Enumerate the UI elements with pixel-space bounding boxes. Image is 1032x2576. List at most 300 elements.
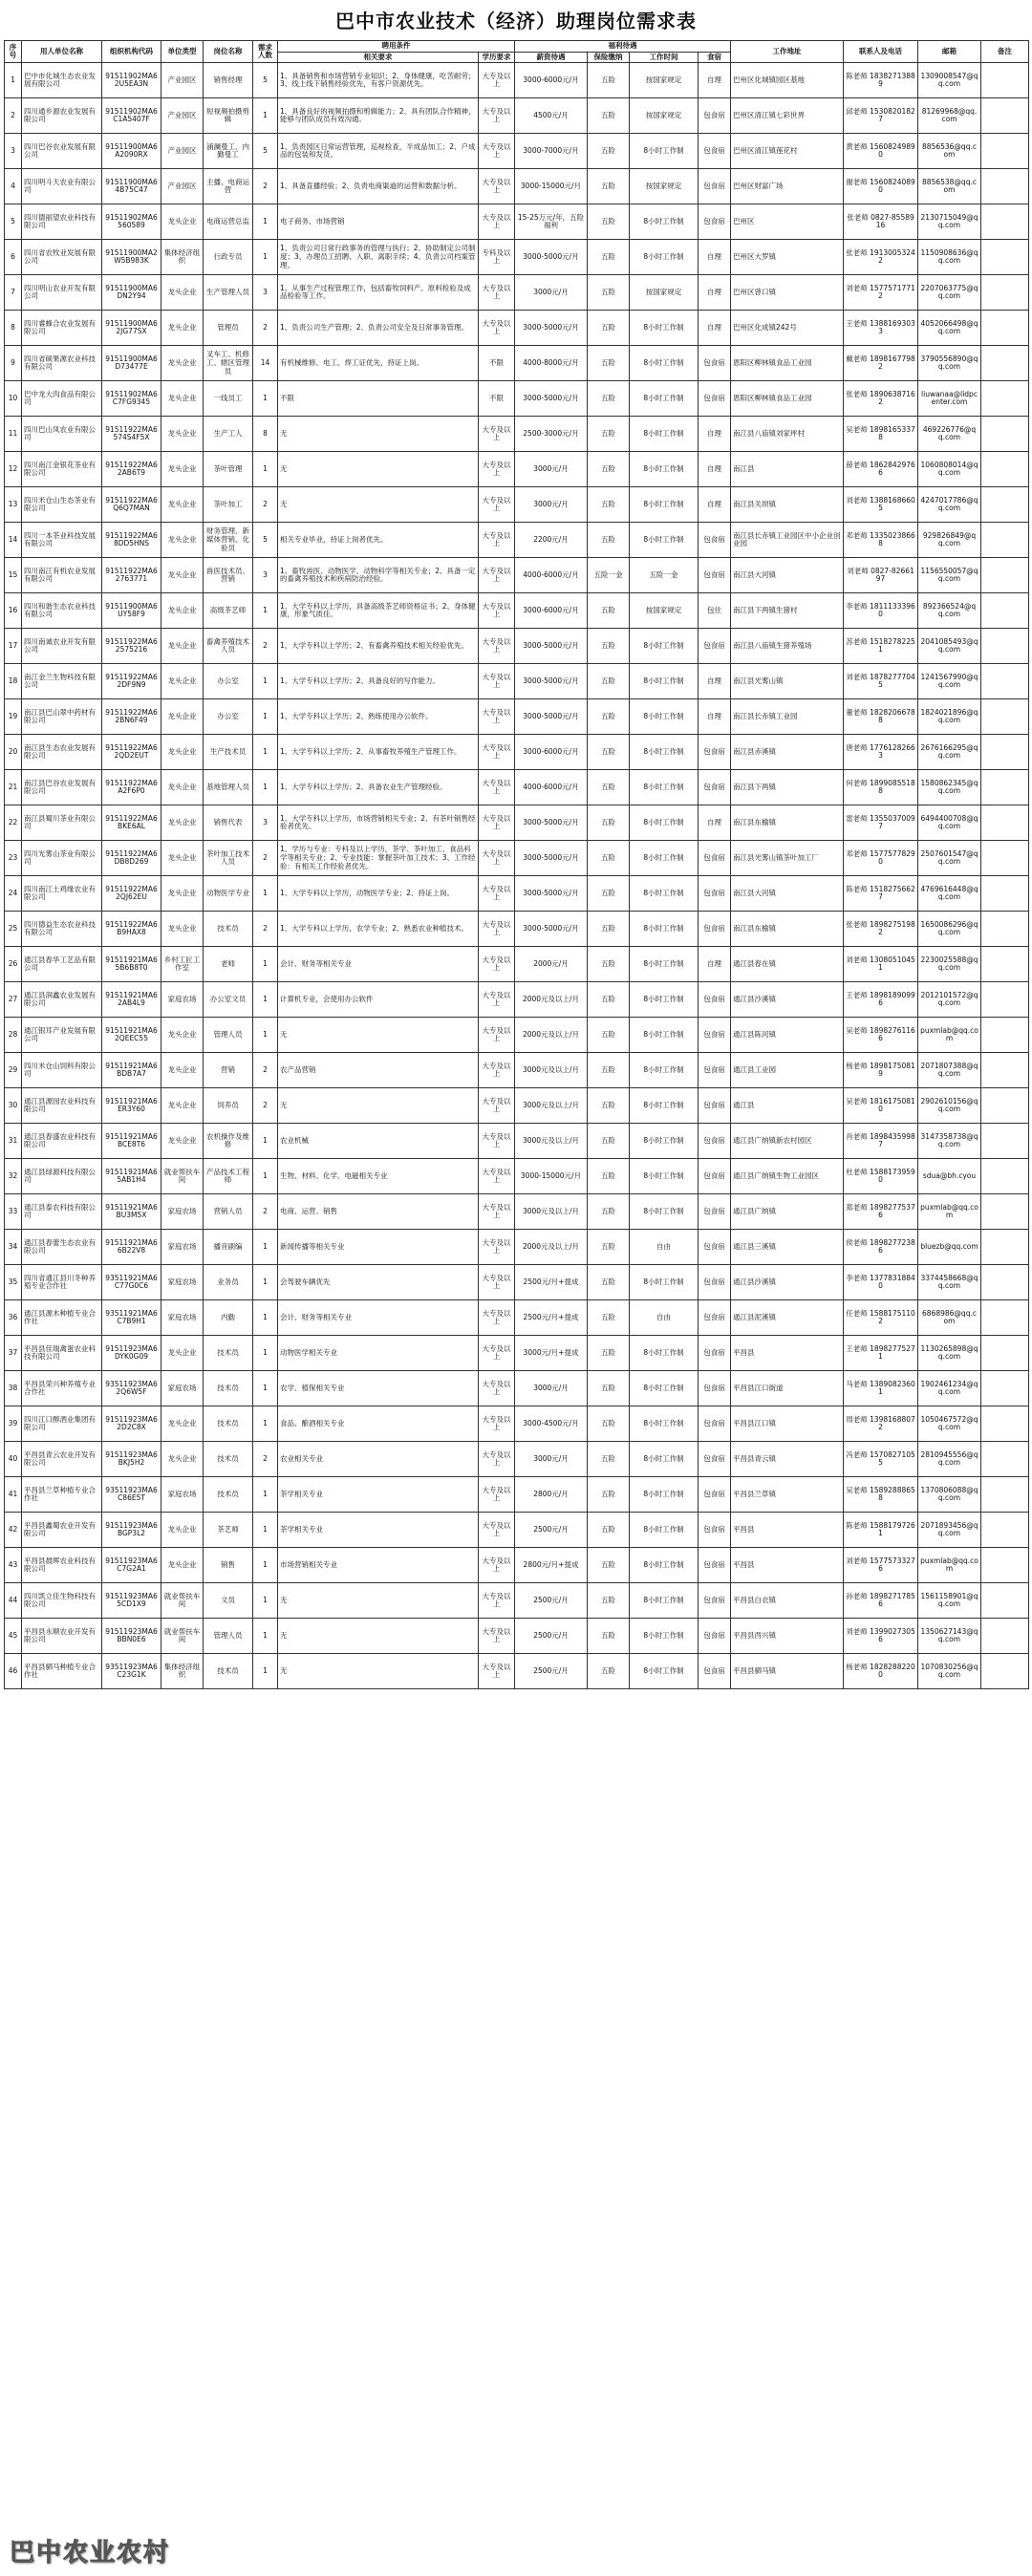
table-body	[5, 63, 1029, 1689]
cell-org-code: 91511921MA6BCE8T6	[102, 1124, 161, 1159]
cell-address: 巴州区大罗镇	[731, 240, 844, 275]
header-position: 岗位名称	[204, 41, 253, 63]
cell-contact: 刘老师 18782777045	[844, 664, 918, 699]
cell-education: 大专及以上	[479, 1371, 515, 1406]
cell-count: 5	[253, 63, 278, 98]
cell-note	[981, 1194, 1029, 1230]
cell-org-code: 91511900MA6D73477E	[102, 346, 161, 381]
cell-email: 2071807388@qq.com	[918, 1053, 981, 1088]
cell-address: 南江县光雾山镇茶叶加工厂	[731, 841, 844, 876]
cell-unit: 四川和谐生态农业科技有限公司	[22, 593, 102, 629]
cell-org-code: 91511902MA62U5EA3N	[102, 63, 161, 98]
cell-seq: 40	[5, 1442, 22, 1477]
cell-contact: 杜老师 15881739590	[844, 1159, 918, 1194]
cell-salary: 3000-6000元/月	[515, 735, 588, 770]
cell-salary: 3000-5000元/月	[515, 805, 588, 841]
cell-contact: 邱老师 15308201827	[844, 98, 918, 134]
cell-seq: 10	[5, 381, 22, 417]
cell-address: 平昌县驷马镇	[731, 1654, 844, 1689]
cell-education: 大专及以上	[479, 275, 515, 311]
cell-seq: 46	[5, 1654, 22, 1689]
cell-education: 大专及以上	[479, 1194, 515, 1230]
cell-insurance: 五险	[588, 487, 630, 523]
cell-worktime: 8小时工作制	[630, 947, 699, 982]
cell-note	[981, 1053, 1029, 1088]
table-row	[5, 1548, 1029, 1583]
cell-org-code: 91511923MA6BGP3L2	[102, 1513, 161, 1548]
cell-contact: 王老师 13881693033	[844, 311, 918, 346]
cell-seq: 30	[5, 1088, 22, 1124]
cell-board: 包食宿	[699, 1300, 731, 1336]
cell-seq: 19	[5, 699, 22, 735]
cell-unit-type: 就业帮扶车间	[161, 1159, 204, 1194]
cell-note	[981, 204, 1029, 240]
cell-board: 包食宿	[699, 1619, 731, 1654]
cell-board: 自理	[699, 63, 731, 98]
cell-email: 1824021896@qq.com	[918, 699, 981, 735]
cell-position: 技术员	[204, 1336, 253, 1371]
cell-requirements: 计算机专业，会使用办公软件	[278, 982, 479, 1018]
cell-education: 大专及以上	[479, 1159, 515, 1194]
cell-note	[981, 98, 1029, 134]
cell-worktime: 8小时工作制	[630, 240, 699, 275]
cell-contact: 马老师 13890823601	[844, 1371, 918, 1406]
cell-note	[981, 1406, 1029, 1442]
cell-insurance: 五险	[588, 1194, 630, 1230]
cell-requirements: 无	[278, 1018, 479, 1053]
cell-unit: 平昌县佳瑞禽蛋农业科技有限公司	[22, 1336, 102, 1371]
cell-address: 巴州区	[731, 204, 844, 240]
cell-address: 南江县赤溪镇	[731, 735, 844, 770]
cell-worktime: 8小时工作制	[630, 1583, 699, 1619]
cell-seq: 26	[5, 947, 22, 982]
cell-email: 1156550057@qq.com	[918, 558, 981, 593]
cell-requirements: 1、大学专科以上学历，具备高级茶艺师资格证书；2、身体健康，形象气质佳。	[278, 593, 479, 629]
cell-requirements: 新闻传播等相关专业	[278, 1230, 479, 1265]
cell-salary: 3000-5000元/月	[515, 876, 588, 912]
cell-requirements: 农学、植保相关专业	[278, 1371, 479, 1406]
cell-note	[981, 1583, 1029, 1619]
cell-worktime: 8小时工作制	[630, 1477, 699, 1513]
cell-insurance: 五险	[588, 1583, 630, 1619]
table-row	[5, 1230, 1029, 1265]
cell-org-code: 91511922MA62DF9N9	[102, 664, 161, 699]
cell-email: 1650086296@qq.com	[918, 912, 981, 947]
cell-insurance: 五险	[588, 346, 630, 381]
cell-insurance: 五险	[588, 63, 630, 98]
table-row	[5, 1300, 1029, 1336]
cell-unit-type: 家庭农场	[161, 1194, 204, 1230]
cell-education: 大专及以上	[479, 664, 515, 699]
cell-board: 包食宿	[699, 1159, 731, 1194]
cell-email: 2207063775@qq.com	[918, 275, 981, 311]
cell-count: 3	[253, 805, 278, 841]
cell-education: 大专及以上	[479, 134, 515, 169]
cell-address: 通江县广纳镇新农村园区	[731, 1124, 844, 1159]
cell-unit-type: 龙头企业	[161, 204, 204, 240]
cell-salary: 4000-6000元/月	[515, 558, 588, 593]
cell-worktime: 自由	[630, 1300, 699, 1336]
cell-seq: 3	[5, 134, 22, 169]
cell-unit: 通江县春盛农业科技有限公司	[22, 1124, 102, 1159]
cell-position: 销售代表	[204, 805, 253, 841]
cell-salary: 3000元/月	[515, 275, 588, 311]
cell-unit-type: 龙头企业	[161, 487, 204, 523]
cell-position: 技术员	[204, 1442, 253, 1477]
cell-unit-type: 龙头企业	[161, 664, 204, 699]
cell-count: 2	[253, 841, 278, 876]
cell-board: 自理	[699, 947, 731, 982]
cell-unit: 四川巴山凤农业有限公司	[22, 417, 102, 452]
cell-seq: 6	[5, 240, 22, 275]
cell-email: 1050467572@qq.com	[918, 1406, 981, 1442]
header-welfare: 福利待遇	[515, 41, 731, 53]
cell-org-code: 91511922MA62AB6T9	[102, 452, 161, 487]
cell-org-code: 91511921MA62QEEC55	[102, 1018, 161, 1053]
cell-org-code: 91511922MA6574S4F5X	[102, 417, 161, 452]
cell-board: 包食宿	[699, 982, 731, 1018]
cell-unit-type: 龙头企业	[161, 593, 204, 629]
cell-address: 南江县大河镇	[731, 876, 844, 912]
header-address: 工作地址	[731, 41, 844, 63]
cell-insurance: 五险	[588, 1619, 630, 1654]
cell-note	[981, 558, 1029, 593]
cell-org-code: 91511922MA6A2F6P0	[102, 770, 161, 805]
header-insurance: 保险缴纳	[588, 52, 630, 63]
cell-note	[981, 1265, 1029, 1300]
cell-unit: 四川南江有机农业发展有限公司	[22, 558, 102, 593]
cell-position: 涌澜曼工、内勤曼工	[204, 134, 253, 169]
cell-org-code: 91511923MA62D2C8X	[102, 1406, 161, 1442]
cell-email: 2041085493@qq.com	[918, 629, 981, 664]
cell-education: 大专及以上	[479, 311, 515, 346]
cell-worktime: 8小时工作制	[630, 841, 699, 876]
cell-education: 大专及以上	[479, 558, 515, 593]
cell-unit-type: 龙头企业	[161, 1088, 204, 1124]
cell-note	[981, 1230, 1029, 1265]
cell-address: 巴州区化城镇园区基地	[731, 63, 844, 98]
cell-unit-type: 产业园区	[161, 98, 204, 134]
cell-address: 通江县广纳镇	[731, 1194, 844, 1230]
cell-worktime: 8小时工作制	[630, 1124, 699, 1159]
cell-board: 自理	[699, 311, 731, 346]
cell-address: 南江县长赤镇工业园	[731, 699, 844, 735]
header-unit-type: 单位类型	[161, 41, 204, 63]
header-count: 需求人数	[253, 41, 278, 63]
cell-contact: 侯老师 18982772386	[844, 1230, 918, 1265]
cell-education: 大专及以上	[479, 1053, 515, 1088]
cell-unit-type: 龙头企业	[161, 841, 204, 876]
cell-unit-type: 龙头企业	[161, 452, 204, 487]
cell-count: 2	[253, 629, 278, 664]
cell-requirements: 无	[278, 417, 479, 452]
cell-address: 平昌县	[731, 1548, 844, 1583]
cell-worktime: 8小时工作制	[630, 1371, 699, 1406]
cell-count: 1	[253, 947, 278, 982]
cell-unit: 南江金兰生物科技有限公司	[22, 664, 102, 699]
cell-worktime: 8小时工作制	[630, 1088, 699, 1124]
cell-unit: 四川德益生态农业科技有限公司	[22, 912, 102, 947]
cell-address: 通江县沙溪镇	[731, 982, 844, 1018]
cell-contact: 刘老师 15775733276	[844, 1548, 918, 1583]
cell-worktime: 8小时工作制	[630, 452, 699, 487]
cell-contact: 张老师 18906387162	[844, 381, 918, 417]
cell-unit-type: 家庭农场	[161, 1230, 204, 1265]
table-row	[5, 134, 1029, 169]
cell-note	[981, 1442, 1029, 1477]
cell-insurance: 五险	[588, 1442, 630, 1477]
cell-requirements: 1、大学专科以上学历；2、熟练使用办公软件。	[278, 699, 479, 735]
cell-note	[981, 1548, 1029, 1583]
table-row	[5, 523, 1029, 558]
cell-education: 大专及以上	[479, 1124, 515, 1159]
cell-unit: 四川米仓山饲料有限公司	[22, 1053, 102, 1088]
cell-education: 大专及以上	[479, 204, 515, 240]
cell-note	[981, 1513, 1029, 1548]
cell-unit-type: 产业园区	[161, 63, 204, 98]
cell-salary: 2800元/月+提成	[515, 1548, 588, 1583]
cell-insurance: 五险	[588, 98, 630, 134]
table-row	[5, 1583, 1029, 1619]
cell-note	[981, 1654, 1029, 1689]
cell-requirements: 1、负责园区日常运营管理，巡视检查，半成品加工；2、户成品的包装和发货。	[278, 134, 479, 169]
cell-education: 大专及以上	[479, 98, 515, 134]
cell-worktime: 8小时工作制	[630, 1159, 699, 1194]
cell-education: 大专及以上	[479, 417, 515, 452]
cell-unit: 平昌县永顺农业开发有限公司	[22, 1619, 102, 1654]
cell-salary: 2200元/月	[515, 523, 588, 558]
cell-address: 南江县长赤镇工业园区中小企业创业园	[731, 523, 844, 558]
cell-salary: 2500元/月	[515, 1513, 588, 1548]
cell-insurance: 五险	[588, 912, 630, 947]
cell-unit: 南江县巴谷农业发展有限公司	[22, 770, 102, 805]
cell-salary: 2800元/月	[515, 1477, 588, 1513]
cell-note	[981, 735, 1029, 770]
cell-position: 叉车工、机修工、辖区管理员	[204, 346, 253, 381]
table-row	[5, 805, 1029, 841]
cell-note	[981, 523, 1029, 558]
header-conditions: 聘用条件	[278, 41, 515, 53]
cell-count: 1	[253, 1513, 278, 1548]
table-row	[5, 452, 1029, 487]
cell-position: 播音副编	[204, 1230, 253, 1265]
cell-seq: 22	[5, 805, 22, 841]
cell-address: 南江县光雾山镇	[731, 664, 844, 699]
cell-note	[981, 1088, 1029, 1124]
cell-note	[981, 1477, 1029, 1513]
cell-contact: 张老师 0827-8558916	[844, 204, 918, 240]
header-org-code: 组织机构代码	[102, 41, 161, 63]
cell-email: 1060808014@qq.com	[918, 452, 981, 487]
cell-board: 包食宿	[699, 1548, 731, 1583]
table-row	[5, 1406, 1029, 1442]
cell-email: 2130715049@qq.com	[918, 204, 981, 240]
cell-email: liuwanaa@lidpcenter.com	[918, 381, 981, 417]
cell-board: 包食宿	[699, 1230, 731, 1265]
table-row	[5, 169, 1029, 204]
cell-position: 销售	[204, 1548, 253, 1583]
table-row	[5, 1477, 1029, 1513]
cell-education: 大专及以上	[479, 1265, 515, 1300]
cell-contact: 周老师 13981688072	[844, 1406, 918, 1442]
cell-requirements: 1、具备直播经验；2、负责电商渠道的运营和数据分析。	[278, 169, 479, 204]
cell-count: 1	[253, 381, 278, 417]
cell-education: 大专及以上	[479, 1336, 515, 1371]
table-row	[5, 1194, 1029, 1230]
cell-worktime: 自由	[630, 1230, 699, 1265]
cell-requirements: 不限	[278, 381, 479, 417]
cell-org-code: 91511922MA62QD2EUT	[102, 735, 161, 770]
cell-email: puxmlab@qq.com	[918, 1018, 981, 1053]
cell-insurance: 五险	[588, 1018, 630, 1053]
cell-board: 包食宿	[699, 629, 731, 664]
job-table	[4, 40, 1029, 1689]
cell-unit-type: 就业帮扶车间	[161, 1583, 204, 1619]
cell-count: 1	[253, 1336, 278, 1371]
cell-address: 恩阳区柳林镇食品工业园	[731, 381, 844, 417]
cell-org-code: 91511921MA6BDB7A7	[102, 1053, 161, 1088]
cell-org-code: 93511923MA6C86E5T	[102, 1477, 161, 1513]
cell-unit-type: 家庭农场	[161, 1477, 204, 1513]
cell-unit: 四川米仓山生态茶业有限公司	[22, 487, 102, 523]
cell-insurance: 五险	[588, 1300, 630, 1336]
cell-unit: 通江县春蕾生态农业有限公司	[22, 1230, 102, 1265]
cell-unit: 四川凯立佳生物科技有限公司	[22, 1583, 102, 1619]
cell-contact: 陈老师 15182756627	[844, 876, 918, 912]
cell-position: 技术员	[204, 1406, 253, 1442]
cell-salary: 3000-5000元/月	[515, 912, 588, 947]
cell-email: 1561158901@qq.com	[918, 1583, 981, 1619]
cell-requirements: 食品、酿酒相关专业	[278, 1406, 479, 1442]
table-row	[5, 558, 1029, 593]
cell-position: 高级茶艺师	[204, 593, 253, 629]
cell-insurance: 五险	[588, 204, 630, 240]
cell-org-code: 91511902MA6C1A5407F	[102, 98, 161, 134]
cell-seq: 39	[5, 1406, 22, 1442]
cell-note	[981, 629, 1029, 664]
cell-unit-type: 产业园区	[161, 134, 204, 169]
cell-email: 4247017786@qq.com	[918, 487, 981, 523]
cell-unit: 四川南江土鸡缘农业有限公司	[22, 876, 102, 912]
cell-salary: 3000-5000元/月	[515, 240, 588, 275]
cell-org-code: 91511922MA68DD5HNS	[102, 523, 161, 558]
cell-unit-type: 龙头企业	[161, 1124, 204, 1159]
cell-salary: 2000元及以上/月	[515, 982, 588, 1018]
cell-unit: 通江县源木种植专业合作社	[22, 1300, 102, 1336]
cell-worktime: 8小时工作制	[630, 1406, 699, 1442]
cell-board: 包食宿	[699, 1336, 731, 1371]
cell-seq: 24	[5, 876, 22, 912]
table-row	[5, 1371, 1029, 1406]
cell-worktime: 8小时工作制	[630, 311, 699, 346]
cell-unit: 通江县绿源科技有限公司	[22, 1159, 102, 1194]
cell-email: 1150908636@qq.com	[918, 240, 981, 275]
cell-unit: 平昌县晨晖农业科技有限公司	[22, 1548, 102, 1583]
cell-board: 包食宿	[699, 1654, 731, 1689]
cell-org-code: 91511923MA6DYK0G09	[102, 1336, 161, 1371]
cell-email: 3790556890@qq.com	[918, 346, 981, 381]
header-board: 食宿	[699, 52, 731, 63]
cell-seq: 36	[5, 1300, 22, 1336]
cell-org-code: 91511922MA62575216	[102, 629, 161, 664]
cell-contact: 吴老师 18981653378	[844, 417, 918, 452]
cell-address: 通江县三溪镇	[731, 1230, 844, 1265]
cell-contact: 刘老师 0827-8266197	[844, 558, 918, 593]
cell-note	[981, 169, 1029, 204]
cell-worktime: 8小时工作制	[630, 1513, 699, 1548]
cell-requirements: 1、学历与专业：专科及以上学历，茶学、茶叶加工、食品科学等相关专业；2、专业技能：掌握茶叶加工技术；3、工作经验：有相关工作经验者优先。	[278, 841, 479, 876]
cell-salary: 3000元/月+提成	[515, 1336, 588, 1371]
cell-position: 茶叶加工技术人员	[204, 841, 253, 876]
header-seq: 序号	[5, 41, 22, 63]
cell-requirements: 1、大学专科以上学历；2、具备良好的写作能力。	[278, 664, 479, 699]
table-row	[5, 947, 1029, 982]
cell-insurance: 五险	[588, 452, 630, 487]
cell-education: 大专及以上	[479, 1018, 515, 1053]
cell-board: 自理	[699, 664, 731, 699]
cell-org-code: 91511921MA6ER3Y60	[102, 1088, 161, 1124]
table-row	[5, 876, 1029, 912]
cell-seq: 5	[5, 204, 22, 240]
cell-salary: 2500元/月+提成	[515, 1300, 588, 1336]
cell-seq: 32	[5, 1159, 22, 1194]
cell-insurance: 五险	[588, 417, 630, 452]
cell-unit-type: 产业园区	[161, 169, 204, 204]
cell-requirements: 1、负责公司日常行政事务的管理与执行；2、协助制定公司制度；3、办理员工招聘、入职、离职手续；4、负责公司档案管理。	[278, 240, 479, 275]
cell-count: 1	[253, 1018, 278, 1053]
cell-education: 大专及以上	[479, 805, 515, 841]
table-row	[5, 1654, 1029, 1689]
cell-position: 财务管理、新媒体营销、化验员	[204, 523, 253, 558]
cell-seq: 28	[5, 1018, 22, 1053]
cell-insurance: 五险	[588, 982, 630, 1018]
cell-address: 通江县沙溪镇	[731, 1265, 844, 1300]
cell-worktime: 8小时工作制	[630, 982, 699, 1018]
cell-unit: 通江县泰农科技有限公司	[22, 1194, 102, 1230]
watermark-logo: 巴中农业农村	[10, 2539, 171, 2567]
table-row	[5, 1088, 1029, 1124]
cell-requirements: 会驾驶车辆优先	[278, 1265, 479, 1300]
cell-count: 1	[253, 452, 278, 487]
cell-worktime: 8小时工作制	[630, 134, 699, 169]
cell-address: 巴州区清江镇莲花村	[731, 134, 844, 169]
cell-note	[981, 134, 1029, 169]
table-row	[5, 1265, 1029, 1300]
cell-org-code: 91511900MA62JG77SX	[102, 311, 161, 346]
cell-contact: 刘老师 13881686605	[844, 487, 918, 523]
cell-count: 1	[253, 664, 278, 699]
cell-note	[981, 452, 1029, 487]
cell-unit-type: 龙头企业	[161, 558, 204, 593]
cell-seq: 15	[5, 558, 22, 593]
cell-seq: 41	[5, 1477, 22, 1513]
cell-education: 不限	[479, 346, 515, 381]
cell-board: 包食宿	[699, 558, 731, 593]
cell-seq: 9	[5, 346, 22, 381]
cell-org-code: 91511922MA62BN6F49	[102, 699, 161, 735]
cell-email: 8856536@qq.com	[918, 134, 981, 169]
cell-insurance: 五险	[588, 381, 630, 417]
cell-unit: 四川明山农业开发有限公司	[22, 275, 102, 311]
cell-board: 包食宿	[699, 98, 731, 134]
cell-requirements: 有机械维修、电工、焊工证优先，持证上岗。	[278, 346, 479, 381]
cell-email: 469226776@qq.com	[918, 417, 981, 452]
cell-education: 大专及以上	[479, 1230, 515, 1265]
page-title: 巴中市农业技术（经济）助理岗位需求表	[335, 10, 697, 32]
cell-education: 专科及以上	[479, 240, 515, 275]
cell-contact: 董老师 18282066788	[844, 699, 918, 735]
cell-address: 通江县	[731, 1088, 844, 1124]
